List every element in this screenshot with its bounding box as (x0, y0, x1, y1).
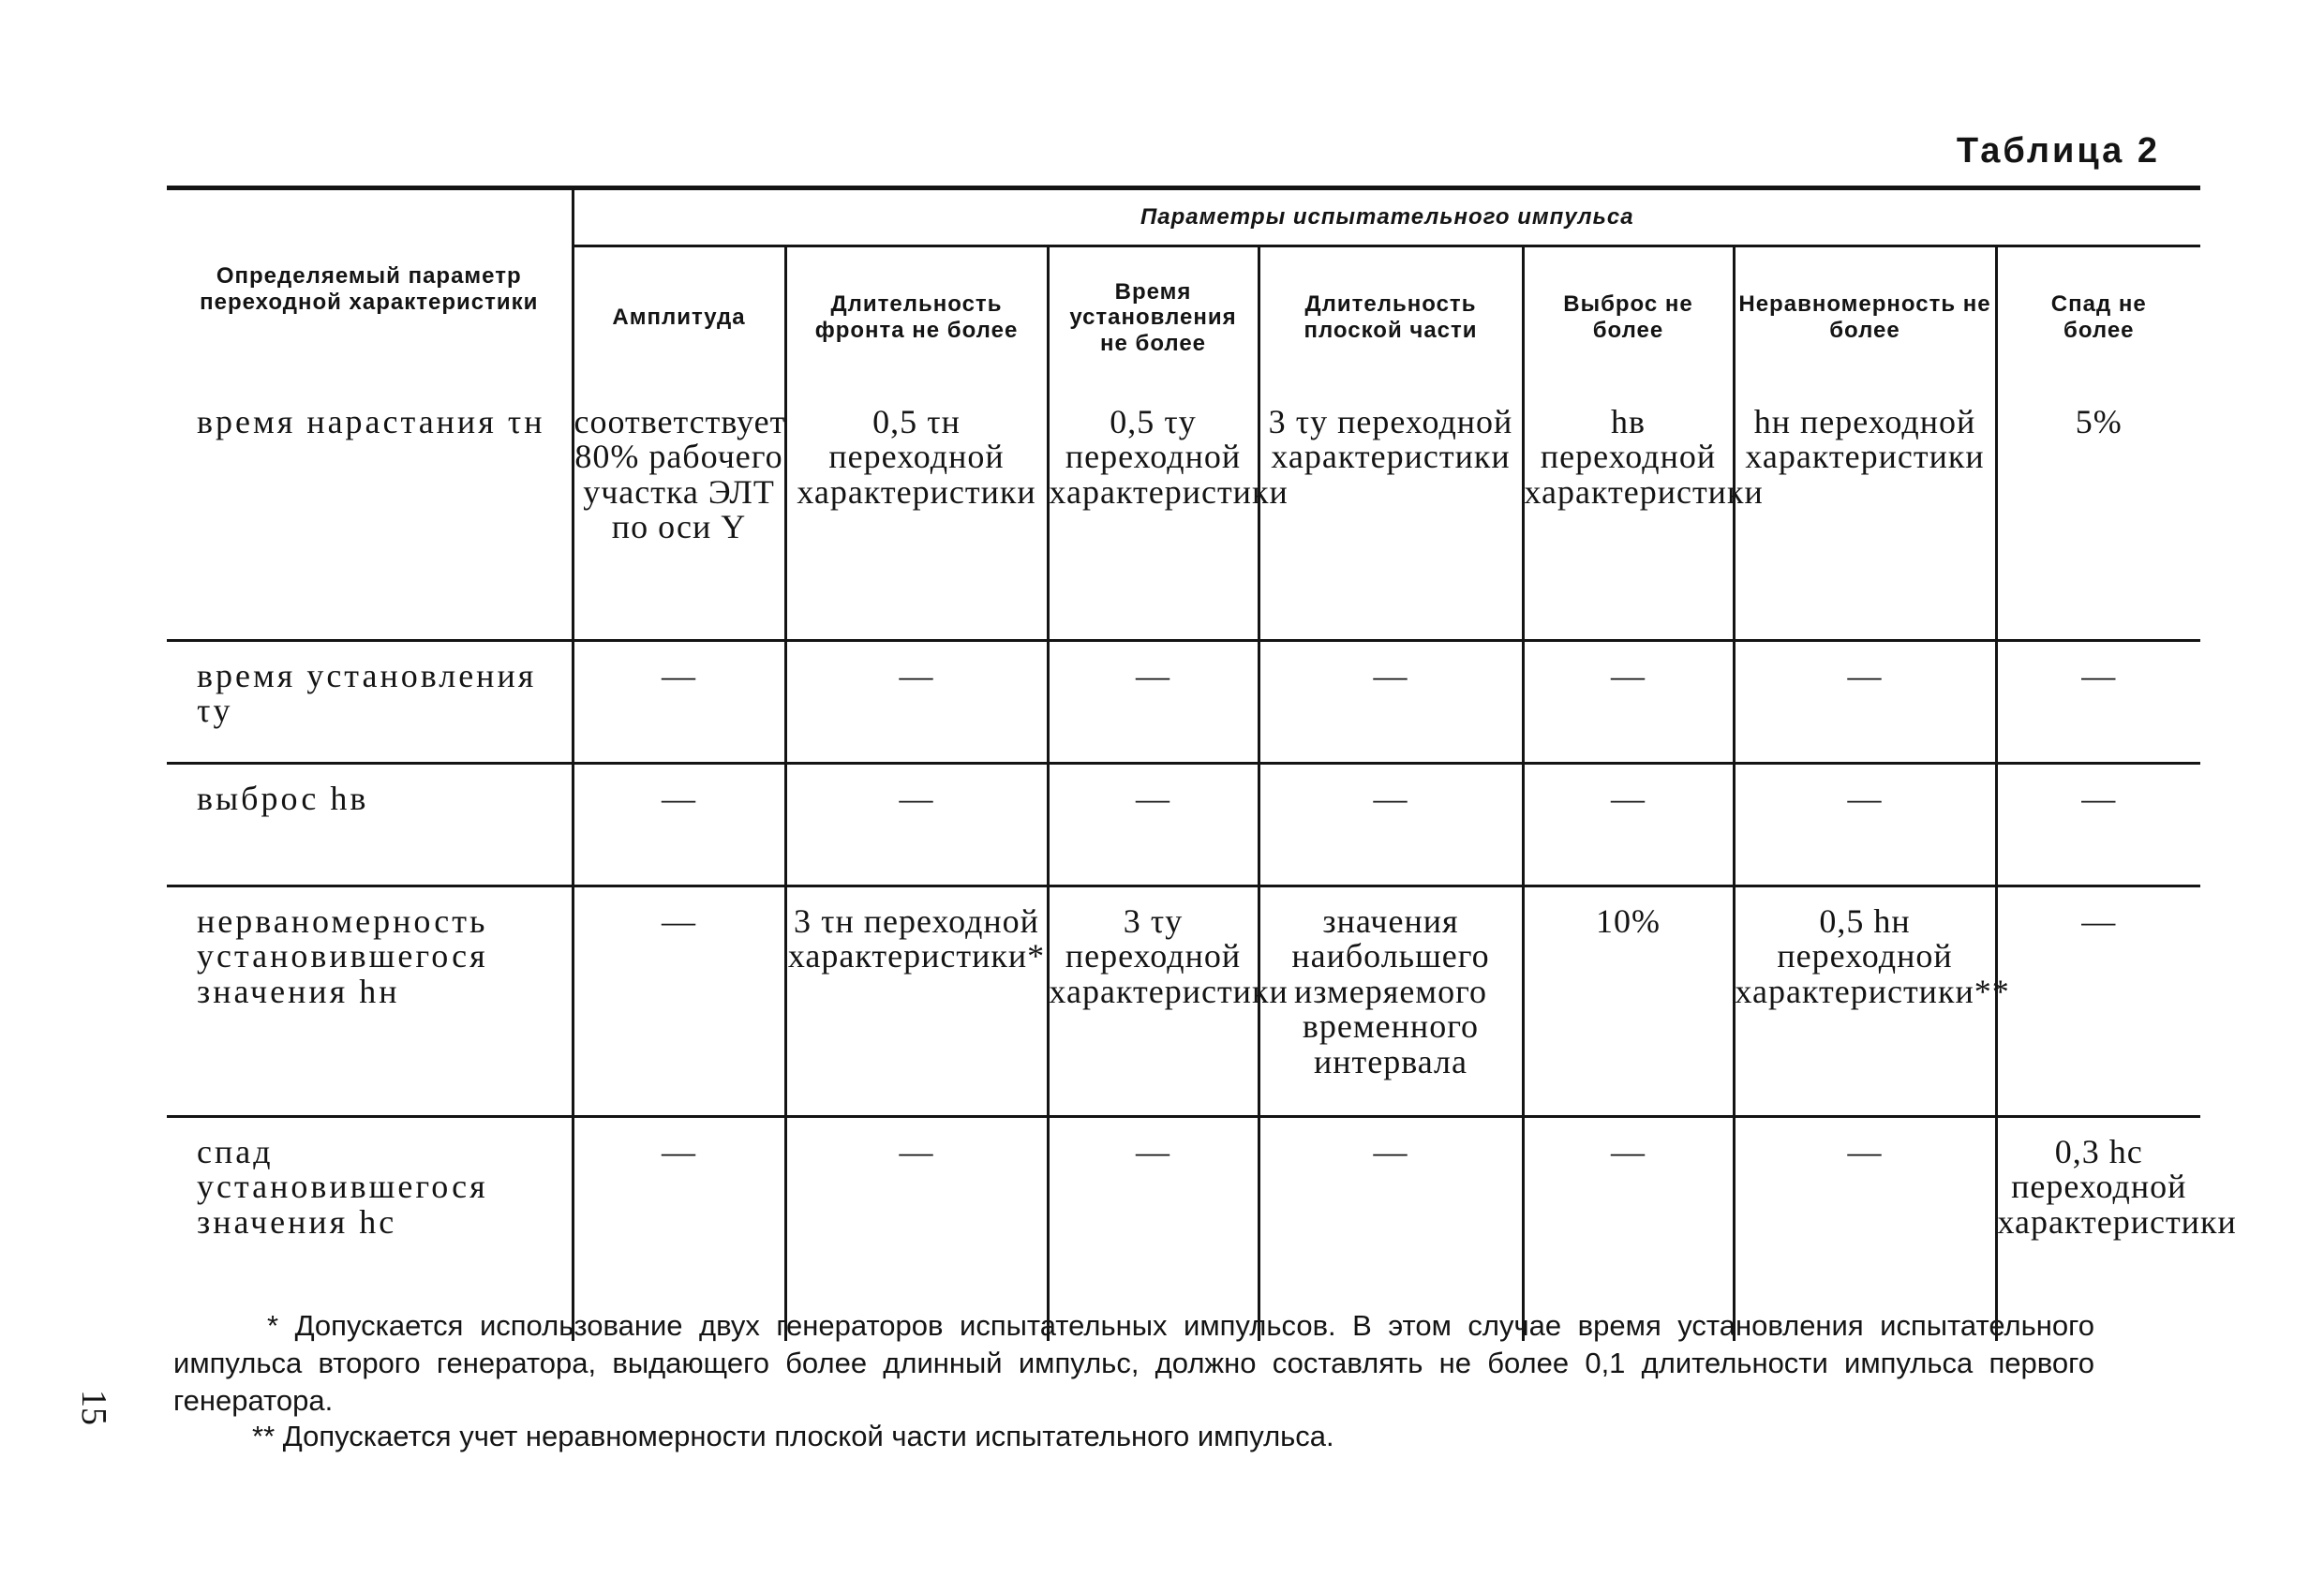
table-cell: — (1259, 641, 1523, 764)
table-cell: — (573, 1117, 785, 1342)
table-cell: — (785, 1117, 1048, 1342)
table-cell: — (1523, 641, 1734, 764)
table-cell: 5% (1996, 388, 2200, 641)
parameters-table (167, 186, 2237, 1341)
table-cell: 0,5 τн переходной характеристики (785, 388, 1048, 641)
header-param-cell: Определяемый параметр переходной характеристики (200, 262, 539, 315)
table-row (167, 764, 2200, 886)
table-cell: 3 τу переходной характеристики (1048, 886, 1259, 1117)
table-cell: — (1259, 1117, 1523, 1342)
table-cell: — (1523, 1117, 1734, 1342)
table-cell: — (573, 886, 785, 1117)
header-col-amplitude: Амплитуда (573, 246, 785, 389)
table-cell: 0,5 hн переходной характеристики** (1734, 886, 1996, 1117)
header-row-group (167, 188, 2200, 246)
row-param: выброс hв (167, 764, 573, 886)
table-cell: 3 τн переходной характеристики* (785, 886, 1048, 1117)
table-cell: 0,3 hс переходной характеристики (1996, 1117, 2200, 1342)
header-group-cell (573, 188, 2200, 246)
row-param: время установления τу (167, 641, 573, 764)
table-cell: соответствует 80% рабочего участка ЭЛТ по оси Y (573, 388, 785, 641)
table-cell: — (1048, 641, 1259, 764)
table-cell: — (1734, 764, 1996, 886)
table-cell: значения наибольшего измеряемого временного интервала (1259, 886, 1523, 1117)
table-cell: — (1048, 764, 1259, 886)
table-row (167, 886, 2200, 1117)
table-cell: — (1734, 641, 1996, 764)
page-number: 15 (74, 1390, 113, 1425)
table-cell: — (785, 764, 1048, 886)
header-col-front: Длительность фронта не более (785, 246, 1048, 389)
table-cell: 0,5 τу переходной характеристики (1048, 388, 1259, 641)
header-col-nonuniformity: Неравномерность не более (1734, 246, 1996, 389)
footnote-2: ** Допускается учет неравномерности плоской части испытательного импульса. (252, 1420, 1334, 1452)
table-cell: — (1523, 764, 1734, 886)
footnote-1: * Допускается использование двух генераторов испытательных импульсов. В этом случае время установления испытательного импульса второго генератора, выдающего более длинный импульс, должно составлять не более 0,1 длительности импульса первого генератора. (173, 1309, 2094, 1417)
row-param: время нарастания τн (167, 388, 573, 641)
table-cell: hв переходной характеристики (1523, 388, 1734, 641)
table-cell: — (573, 764, 785, 886)
row-param: нерваномерность установившегося значения hн (167, 886, 573, 1117)
table-cell: — (1996, 641, 2200, 764)
header-col-droop: Спад не более (1996, 246, 2200, 389)
table-cell: — (1259, 764, 1523, 886)
table-cell: — (785, 641, 1048, 764)
table-caption: Таблица 2 (1956, 131, 2160, 171)
table-cell: 3 τу переходной характеристики (1259, 388, 1523, 641)
table-row (167, 641, 2200, 764)
table-cell: hн переходной характеристики (1734, 388, 1996, 641)
header-col-flat: Длительность плоской части (1259, 246, 1523, 389)
table-cell: — (573, 641, 785, 764)
table-cell: — (1048, 1117, 1259, 1342)
table-cell: — (1734, 1117, 1996, 1342)
table-cell: — (1996, 886, 2200, 1117)
header-col-overshoot: Выброс не более (1523, 246, 1734, 389)
header-group-label: Параметры испытательного импульса (1140, 204, 1634, 231)
header-col-settling: Время установления не более (1048, 246, 1259, 389)
table-cell: 10% (1523, 886, 1734, 1117)
table-row (167, 388, 2200, 641)
table-cell: — (1996, 764, 2200, 886)
row-param: спад установившегося значения hс (197, 1133, 488, 1241)
